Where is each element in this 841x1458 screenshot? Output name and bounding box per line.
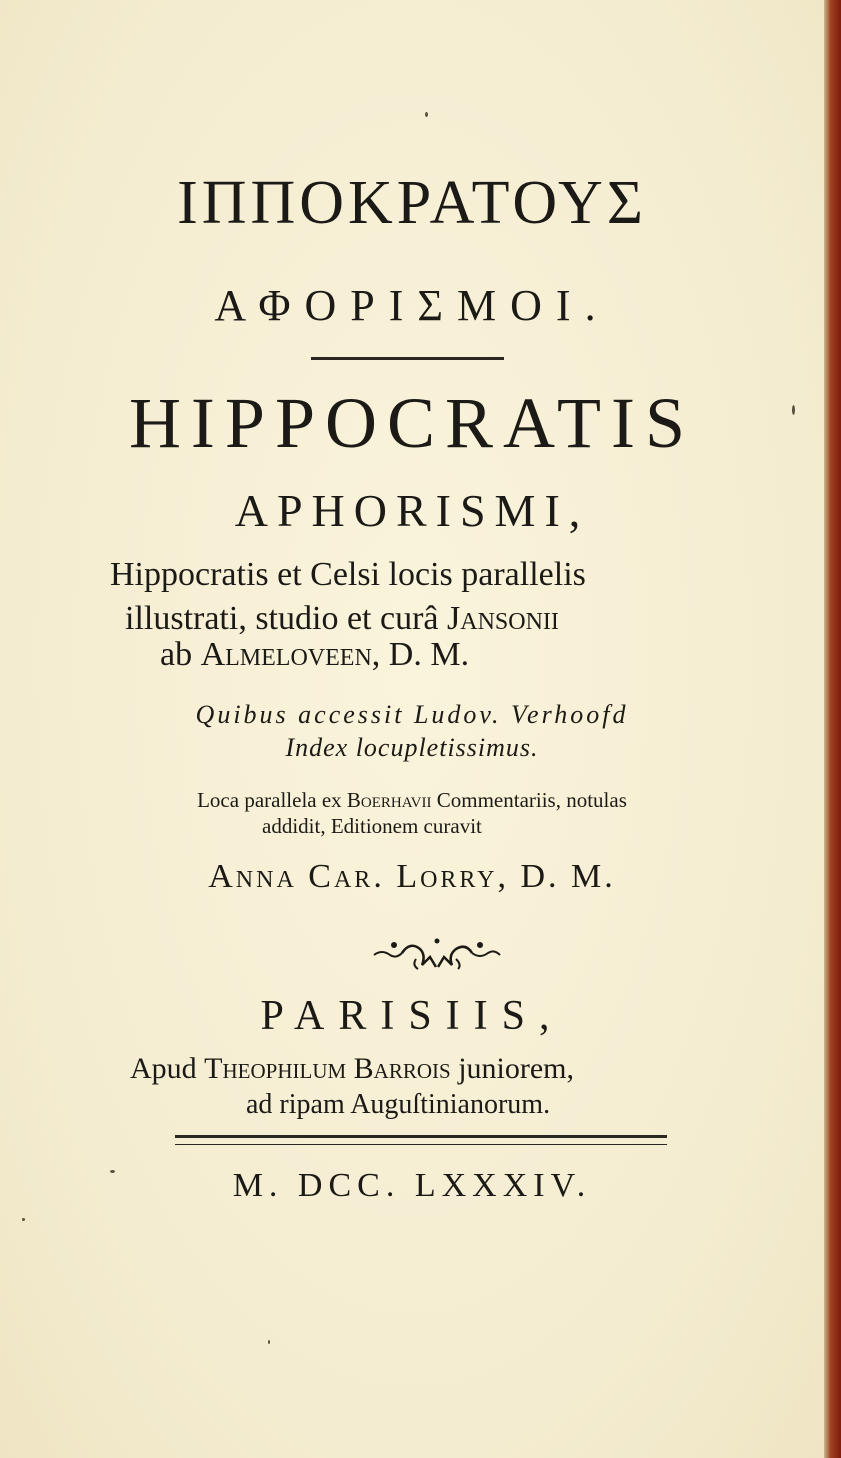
author-name-jansonii: Jansonii	[447, 600, 559, 637]
publisher-prefix: Apud	[130, 1052, 205, 1085]
imprint-city: PARISIIS,	[260, 993, 564, 1039]
description-line-1: Hippocratis et Celsi locis parallelis	[110, 556, 586, 593]
floral-vignette-icon	[372, 935, 502, 971]
italic-note-line-1: Quibus accessit Ludov. Verhoofd	[195, 700, 629, 729]
paper-speck	[268, 1340, 270, 1344]
editor-name: Anna Car. Lorry	[208, 858, 498, 895]
short-rule	[311, 357, 504, 360]
description-line-3-suffix: , D. M.	[371, 636, 470, 673]
small-note-suffix: Commentariis, notulas	[431, 788, 627, 812]
editor-suffix: , D. M.	[497, 858, 616, 895]
paper-speck	[110, 1170, 115, 1173]
boerhaave-name: Boerhavii	[346, 788, 432, 812]
binding-edge	[824, 0, 841, 1458]
double-rule-thick	[175, 1135, 667, 1138]
latin-title: HIPPOCRATIS	[128, 383, 696, 463]
description-line-3	[160, 636, 469, 674]
latin-subtitle: APHORISMI,	[234, 485, 590, 536]
description-line-2	[125, 600, 559, 638]
publisher-name: Theophilum Barrois	[204, 1052, 451, 1085]
publisher-line-1	[130, 1052, 574, 1086]
small-note-prefix: Loca parallela ex	[197, 788, 347, 812]
double-rule-thin	[175, 1144, 667, 1145]
description-line-3-prefix: ab	[160, 636, 201, 673]
description-line-2-text: illustrati, studio et curâ	[125, 600, 447, 637]
author-name-almeloveen: Almeloveen	[200, 636, 372, 673]
publisher-line-2: ad ripam Auguſtinianorum.	[246, 1089, 551, 1120]
paper-speck	[22, 1218, 25, 1221]
editor-line	[0, 858, 824, 896]
paper-speck	[792, 405, 795, 415]
small-note-line-2: addidit, Editionem curavit	[262, 814, 482, 838]
publisher-suffix: juniorem,	[450, 1052, 574, 1085]
greek-subtitle: ΑΦΟΡΙΣΜΟΙ.	[214, 281, 610, 330]
paper-speck	[425, 112, 428, 117]
small-note-line-1	[0, 788, 824, 813]
italic-note-line-2: Index locupletissimus.	[285, 733, 539, 762]
greek-title: ΙΠΠΟΚΡΑΤΟΥΣ	[177, 169, 647, 237]
publication-year: M. DCC. LXXXIV.	[232, 1167, 592, 1204]
